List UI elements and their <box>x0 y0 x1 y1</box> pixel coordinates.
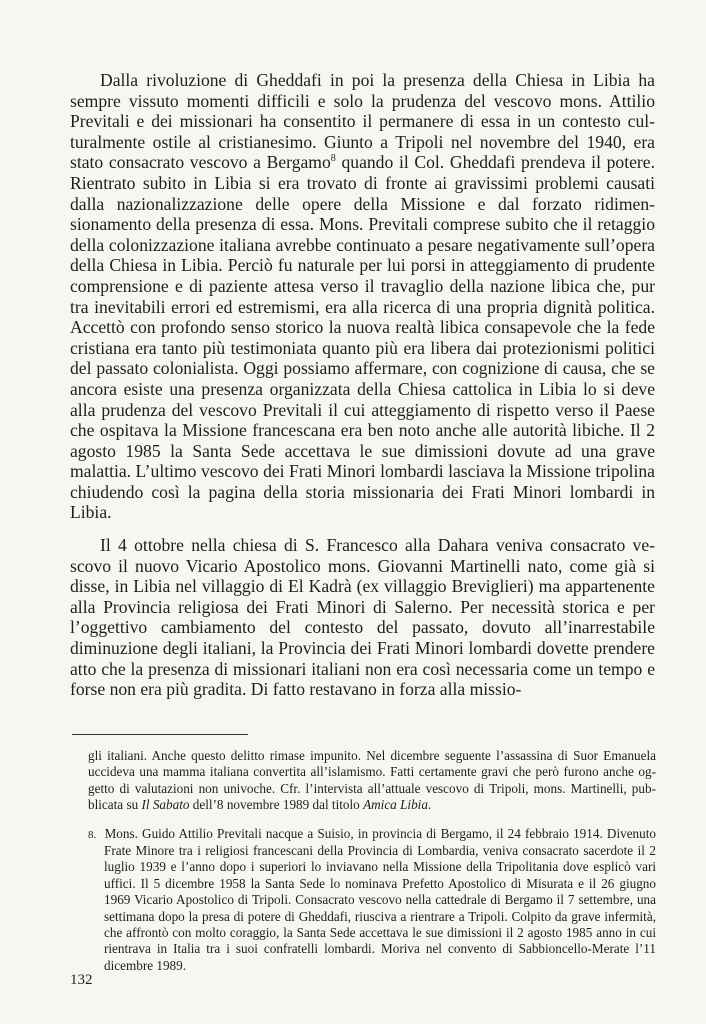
paragraph-1-text-after: quando il Col. Gheddafi prendeva il potere. Rientrato subito in Libia si era trovato di fronte ai gravissimi problemi causati dalla nazionalizzazione delle opere della Missione e dal forzato ridimensionamento della presenza di essa. Mons. Previtali comprese subito che il retaggio della colonizzazione italiana avrebbe continuato a pesare negativamente sull’opera della Chiesa in Libia. Perciò fu naturale per lui porsi in atteggiamento di prudente comprensione e di paziente attesa verso il travaglio della nazione libica che, pur tra inevitabili errori ed estremismi, era alla ricerca di una propria dignità politica. Accettò con profondo senso storico la nuova realtà libica consapevole che la fede cristiana era tanto più testimoniata quanto più era libera dai protezionismi politici del passato colonialista. Oggi possiamo affermare, con cognizione di causa, che se ancora esiste una presenza organizzata della Chiesa cattolica in Libia lo si deve alla prudenza del vescovo Previtali il cui atteggiamento di rispetto verso il Paese che ospitava la Missione francescana era ben noto anche alle autorità libiche. Il 2 agosto 1985 la Santa Sede accettava le sue dimissioni dovute ad una grave malattia. L’ultimo vescovo dei Frati Minori lombardi lasciava la Missione tripolina chiudendo così la pagina della storia missionaria dei Frati Minori lombardi in Libia. <box>70 152 655 523</box>
page-number: 132 <box>70 972 93 988</box>
footnote-8-text: Mons. Guido Attilio Previtali nacque a Suisio, in provincia di Bergamo, il 24 febbraio 1914. Divenuto Frate Minore tra i religiosi francescani della Provincia di Lombardia, veniva consacrato sacerdote il 2 luglio 1939 e l’anno dopo i superiori lo inviavano nella Missione della Tripolitania dove esplicò vari uffici. Il 5 dicembre 1958 la Santa Sede lo nominava Prefetto Apostolico di Misurata e il 26 giugno 1969 Vicario Apostolico di Tripoli. Consacrato vescovo nella cattedrale di Bergamo il 7 settembre, una settimana dopo la presa di potere di Gheddafi, riusciva a rientrare a Tripoli. Colpito da grave infermità, che affrontò con molto coraggio, la Santa Sede accettava le sue dimissioni il 2 agosto 1985 anno in cui rientrava in Italia tra i suoi confratelli lombardi. Moriva nel convento di Sabbioncello-Merate l’11 dicembre 1989. <box>104 825 656 973</box>
footnote-ref-8: 8 <box>330 153 336 165</box>
footnote-continuation <box>88 748 656 814</box>
paragraph-1 <box>70 70 655 523</box>
footnote-8 <box>88 826 656 975</box>
footnote-title-amica-libia: Amica Libia <box>363 797 428 813</box>
footnotes <box>88 748 656 974</box>
footnote-title-il-sabato: Il Sabato <box>141 797 190 813</box>
main-text <box>70 70 655 700</box>
footnote-continuation-text-1: gli italiani. Anche questo delitto rimase impunito. Nel dicembre seguente l’assassina di Suor Emanuela uccideva una mamma italiana convertita all’islamismo. Fatti certamente gravi che però furono anche oggetto di valutazioni non univoche. Cfr. l’intervista all’attuale vescovo di Tripoli, mons. Martinelli, pubblicata su <box>88 748 656 813</box>
paragraph-1-text-before: Dalla rivoluzione di Gheddafi in poi la presenza della Chiesa in Libia ha sempre vissuto momenti difficili e solo la prudenza del vescovo mons. Attilio Previtali e dei missionari ha consentito il permanere di essa in un contesto culturalmente ostile al cristianesimo. Giunto a Tripoli nel novembre del 1940, era stato consacrato vescovo a Bergamo <box>70 70 655 173</box>
paragraph-2 <box>70 535 655 700</box>
footnote-continuation-text-2: dell’8 novembre 1989 dal titolo <box>189 797 364 813</box>
footnote-separator <box>72 734 248 735</box>
paragraph-2-text: Il 4 ottobre nella chiesa di S. Francesco alla Dahara veniva consacrato vescovo il nuovo Vicario Apostolico mons. Giovanni Martinelli nato, come già si disse, in Libia nel villaggio di El Kadrà (ex villaggio Breviglieri) ma appartenente alla Provincia religiosa dei Frati Minori di Salerno. Per necessità storica e per l’oggettivo cambiamento del contesto del passato, dovuto all’inarrestabile diminuzione degli italiani, la Provincia dei Frati Minori lombardi dovette prendere atto che la presenza di missionari italiani non era così necessaria come un tempo e forse non era più gradita. Di fatto restavano in forza alla missio- <box>70 535 655 700</box>
footnote-continuation-text-3: . <box>427 797 432 813</box>
footnote-8-number: 8. <box>88 828 97 841</box>
